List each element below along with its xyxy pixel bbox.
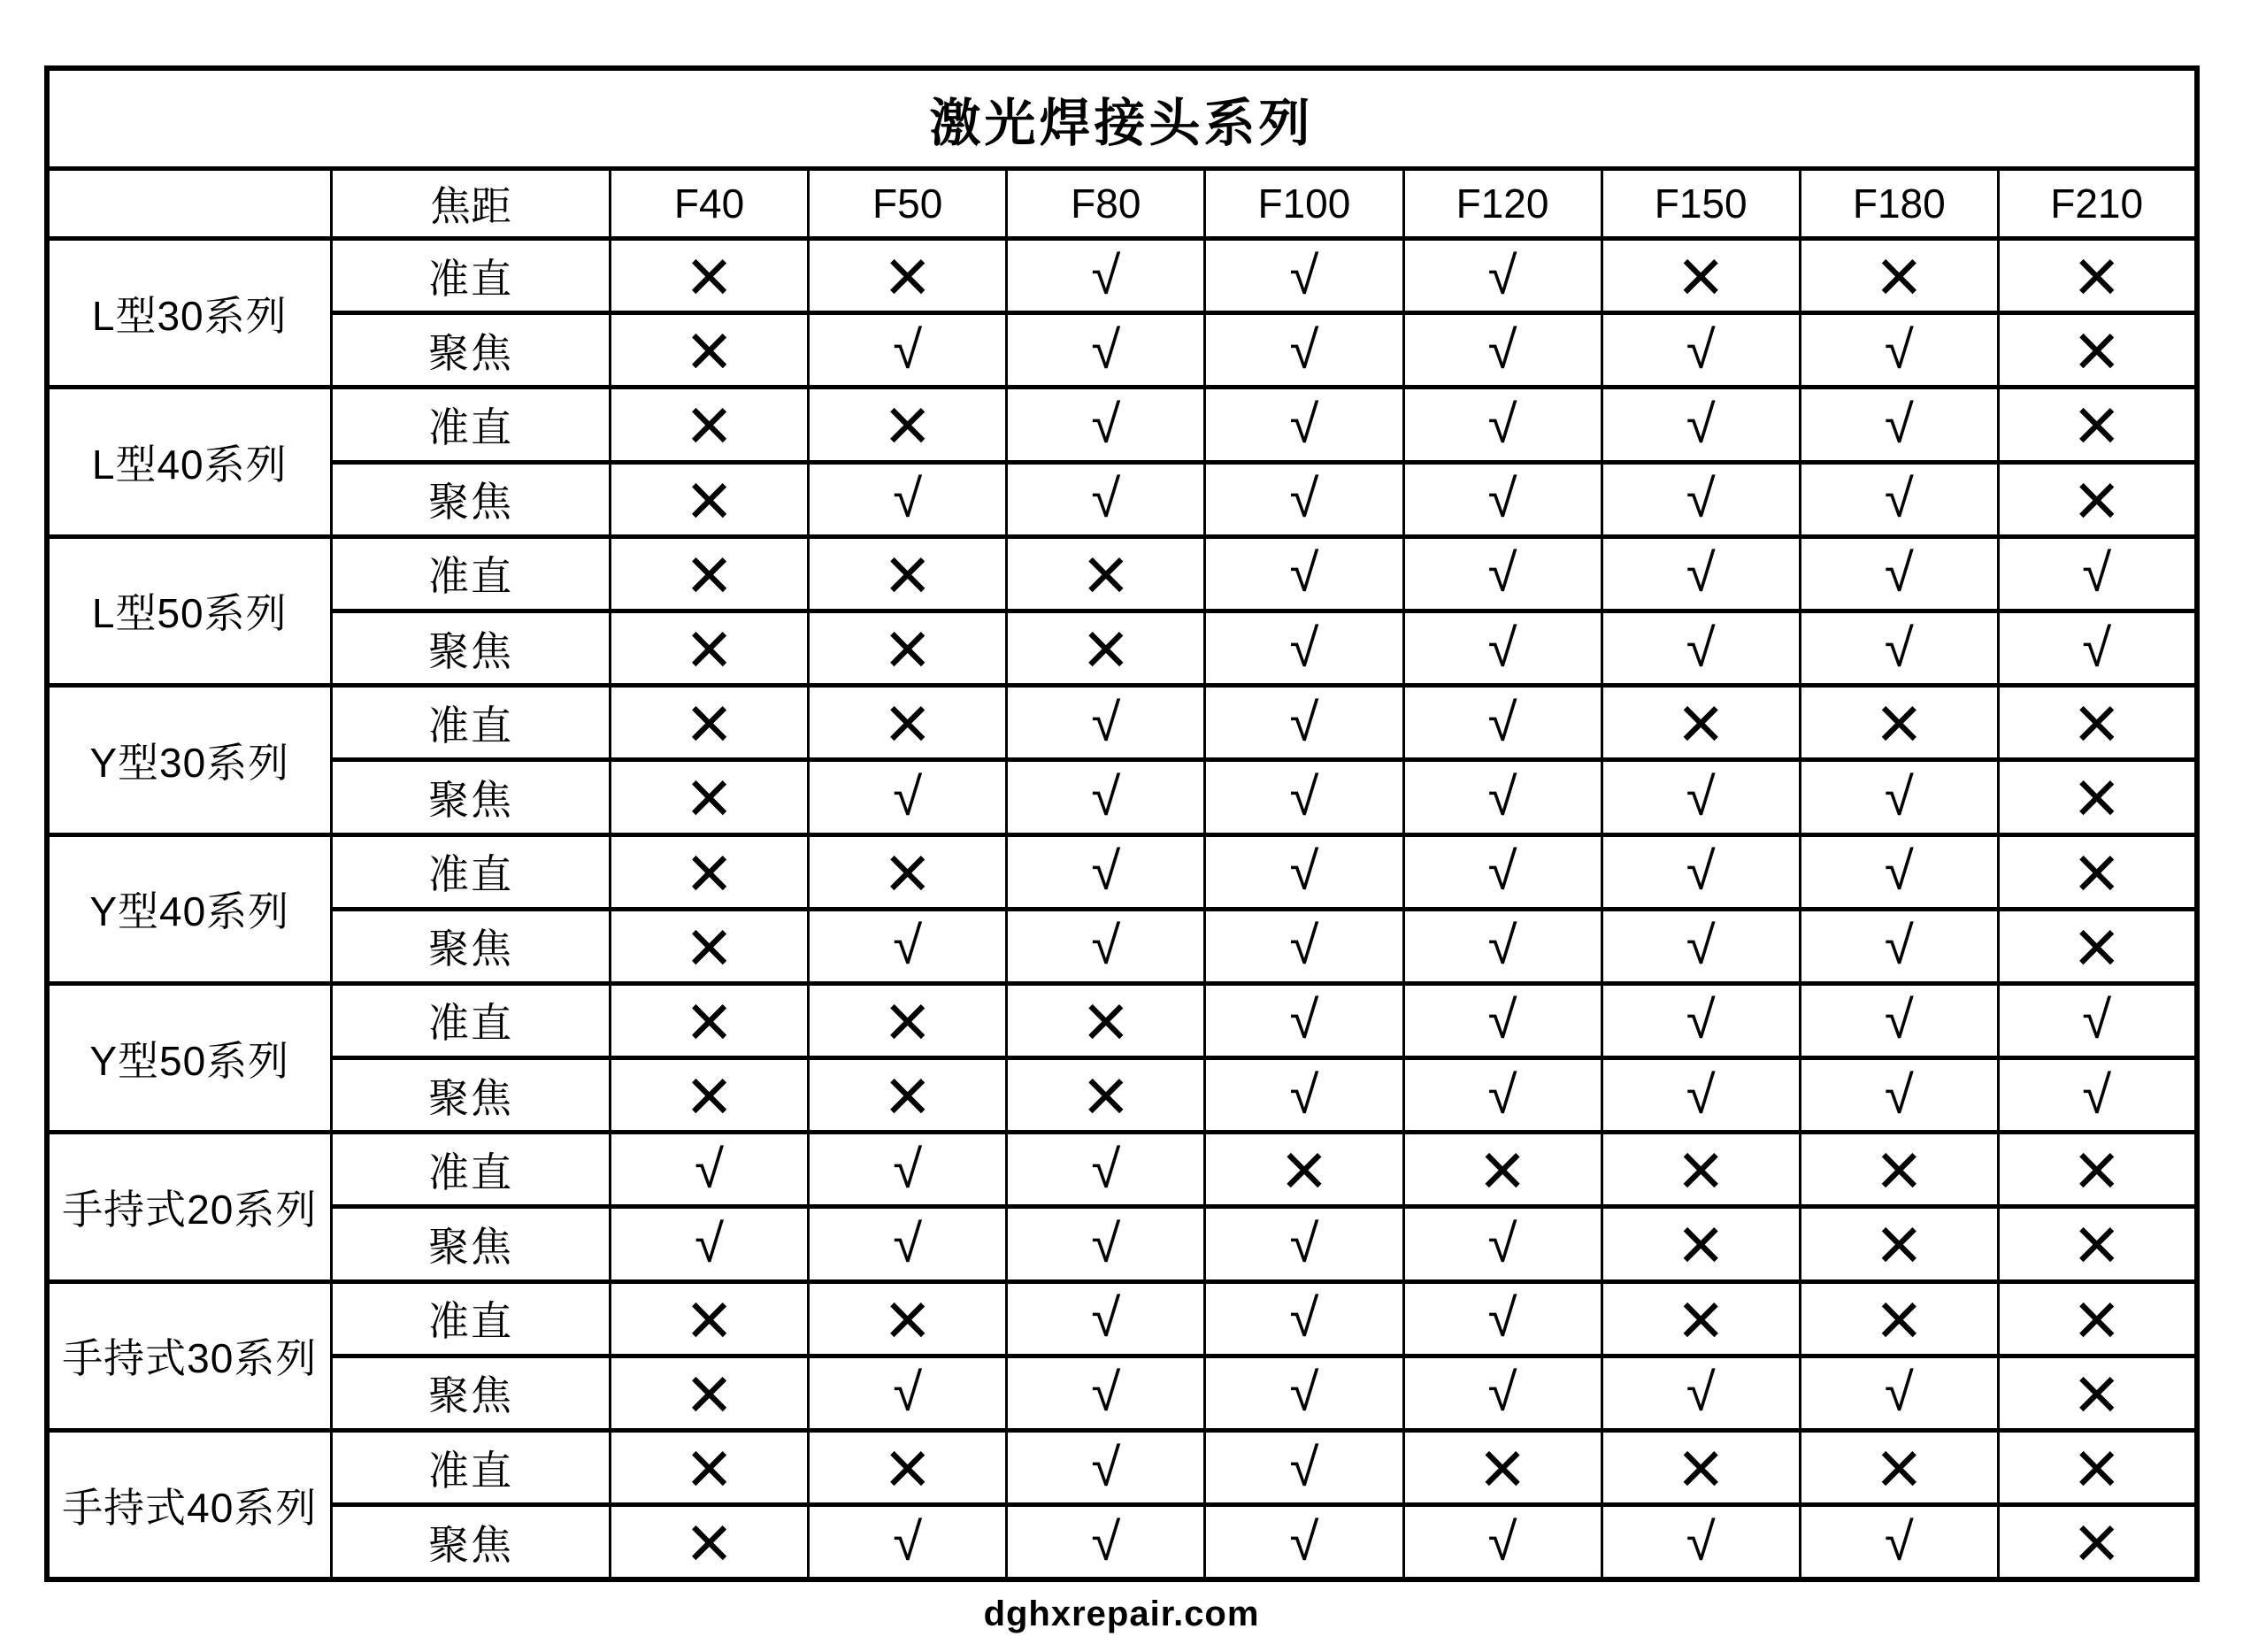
check-mark: √ [1007, 1505, 1205, 1580]
cross-mark: × [611, 760, 809, 834]
check-mark: √ [1800, 834, 1998, 909]
check-mark: √ [1007, 1356, 1205, 1430]
cross-mark: × [1602, 1133, 1800, 1207]
collimation-label-cell: 准直 [332, 388, 611, 462]
column-header-f80: F80 [1007, 169, 1205, 239]
check-mark: √ [1205, 1281, 1403, 1356]
check-mark: √ [1205, 1058, 1403, 1133]
table-row [47, 1133, 2197, 1207]
check-mark: √ [809, 1207, 1007, 1281]
series-name-cell: Y型40系列 [47, 834, 332, 983]
column-header-row [47, 169, 2197, 239]
column-header-f120: F120 [1403, 169, 1602, 239]
cross-mark: × [1800, 1281, 1998, 1356]
column-header-f180: F180 [1800, 169, 1998, 239]
check-mark: √ [1602, 611, 1800, 685]
cross-mark: × [611, 462, 809, 536]
cross-mark: × [1800, 239, 1998, 313]
check-mark: √ [1800, 388, 1998, 462]
cross-mark: × [1800, 1133, 1998, 1207]
check-mark: √ [1800, 909, 1998, 983]
check-mark: √ [1205, 462, 1403, 536]
cross-mark: × [1998, 1431, 2196, 1505]
check-mark: √ [1007, 462, 1205, 536]
cross-mark: × [611, 983, 809, 1057]
collimation-label-cell: 准直 [332, 686, 611, 760]
check-mark: √ [1403, 983, 1602, 1057]
cross-mark: × [1998, 388, 2196, 462]
focus-label-cell: 聚焦 [332, 611, 611, 685]
table-row [47, 536, 2197, 611]
check-mark: √ [1205, 1505, 1403, 1580]
check-mark: √ [1007, 1133, 1205, 1207]
check-mark: √ [1007, 388, 1205, 462]
cross-mark: × [809, 983, 1007, 1057]
check-mark: √ [1205, 1431, 1403, 1505]
check-mark: √ [1007, 686, 1205, 760]
cross-mark: × [611, 1058, 809, 1133]
check-mark: √ [1403, 760, 1602, 834]
column-header-f50: F50 [809, 169, 1007, 239]
cross-mark: × [1007, 1058, 1205, 1133]
table-row [47, 1281, 2197, 1356]
series-name-cell: L型50系列 [47, 536, 332, 685]
column-header-f150: F150 [1602, 169, 1800, 239]
cross-mark: × [611, 239, 809, 313]
check-mark: √ [809, 1505, 1007, 1580]
check-mark: √ [611, 1133, 809, 1207]
check-mark: √ [1602, 834, 1800, 909]
check-mark: √ [1403, 834, 1602, 909]
check-mark: √ [1403, 1058, 1602, 1133]
cross-mark: × [1403, 1133, 1602, 1207]
check-mark: √ [1403, 611, 1602, 685]
check-mark: √ [1205, 388, 1403, 462]
cross-mark: × [611, 388, 809, 462]
series-name-cell: 手持式30系列 [47, 1281, 332, 1430]
cross-mark: × [611, 834, 809, 909]
cross-mark: × [1998, 1505, 2196, 1580]
check-mark: √ [1800, 983, 1998, 1057]
cross-mark: × [1800, 686, 1998, 760]
check-mark: √ [1602, 1505, 1800, 1580]
cross-mark: × [1998, 313, 2196, 388]
check-mark: √ [1800, 760, 1998, 834]
check-mark: √ [1403, 388, 1602, 462]
check-mark: √ [1602, 760, 1800, 834]
check-mark: √ [1205, 239, 1403, 313]
table-row [47, 388, 2197, 462]
table-row [47, 462, 2197, 536]
series-name-cell: L型40系列 [47, 388, 332, 536]
check-mark: √ [1007, 1281, 1205, 1356]
check-mark: √ [1602, 983, 1800, 1057]
check-mark: √ [1205, 760, 1403, 834]
check-mark: √ [1403, 1207, 1602, 1281]
cross-mark: × [1800, 1207, 1998, 1281]
cross-mark: × [809, 834, 1007, 909]
check-mark: √ [1007, 1431, 1205, 1505]
check-mark: √ [1205, 611, 1403, 685]
cross-mark: × [1602, 1207, 1800, 1281]
check-mark: √ [1403, 1505, 1602, 1580]
cross-mark: × [1998, 462, 2196, 536]
check-mark: √ [1403, 909, 1602, 983]
check-mark: √ [1602, 1356, 1800, 1430]
cross-mark: × [809, 1281, 1007, 1356]
cross-mark: × [611, 313, 809, 388]
cross-mark: × [1602, 239, 1800, 313]
table-row [47, 1505, 2197, 1580]
check-mark: √ [809, 462, 1007, 536]
focus-label-cell: 聚焦 [332, 1505, 611, 1580]
check-mark: √ [1998, 983, 2196, 1057]
collimation-label-cell: 准直 [332, 536, 611, 611]
check-mark: √ [1800, 1505, 1998, 1580]
check-mark: √ [1602, 1058, 1800, 1133]
check-mark: √ [1403, 313, 1602, 388]
table-row [47, 686, 2197, 760]
check-mark: √ [809, 909, 1007, 983]
cross-mark: × [1602, 1431, 1800, 1505]
cross-mark: × [1998, 760, 2196, 834]
check-mark: √ [1800, 462, 1998, 536]
column-header-f100: F100 [1205, 169, 1403, 239]
table-row [47, 313, 2197, 388]
cross-mark: × [1998, 1133, 2196, 1207]
focus-label-cell: 聚焦 [332, 462, 611, 536]
collimation-label-cell: 准直 [332, 1133, 611, 1207]
check-mark: √ [1602, 462, 1800, 536]
cross-mark: × [611, 536, 809, 611]
table-row [47, 983, 2197, 1057]
table-row [47, 909, 2197, 983]
series-name-cell: L型30系列 [47, 239, 332, 388]
check-mark: √ [1205, 1356, 1403, 1430]
page [44, 65, 2200, 1652]
focal-length-header: 焦距 [332, 169, 611, 239]
check-mark: √ [1998, 536, 2196, 611]
check-mark: √ [1205, 686, 1403, 760]
check-mark: √ [1007, 760, 1205, 834]
check-mark: √ [1800, 313, 1998, 388]
check-mark: √ [611, 1207, 809, 1281]
check-mark: √ [1007, 313, 1205, 388]
check-mark: √ [809, 760, 1007, 834]
table-row [47, 1431, 2197, 1505]
corner-empty-cell [47, 169, 332, 239]
check-mark: √ [1800, 1058, 1998, 1133]
collimation-label-cell: 准直 [332, 983, 611, 1057]
cross-mark: × [1998, 239, 2196, 313]
check-mark: √ [1205, 1207, 1403, 1281]
check-mark: √ [1403, 686, 1602, 760]
cross-mark: × [809, 388, 1007, 462]
cross-mark: × [1007, 983, 1205, 1057]
cross-mark: × [1007, 611, 1205, 685]
check-mark: √ [1205, 909, 1403, 983]
check-mark: √ [1800, 536, 1998, 611]
focus-label-cell: 聚焦 [332, 1058, 611, 1133]
series-name-cell: 手持式40系列 [47, 1431, 332, 1580]
focus-label-cell: 聚焦 [332, 760, 611, 834]
cross-mark: × [611, 1505, 809, 1580]
check-mark: √ [1403, 1281, 1602, 1356]
table-row [47, 1058, 2197, 1133]
check-mark: √ [1403, 462, 1602, 536]
check-mark: √ [809, 1356, 1007, 1430]
cross-mark: × [1998, 909, 2196, 983]
check-mark: √ [1403, 536, 1602, 611]
series-name-cell: 手持式20系列 [47, 1133, 332, 1281]
check-mark: √ [1602, 388, 1800, 462]
cross-mark: × [809, 1431, 1007, 1505]
check-mark: √ [1800, 1356, 1998, 1430]
check-mark: √ [1007, 909, 1205, 983]
cross-mark: × [611, 611, 809, 685]
collimation-label-cell: 准直 [332, 239, 611, 313]
check-mark: √ [1998, 1058, 2196, 1133]
table-row [47, 239, 2197, 313]
column-header-f210: F210 [1998, 169, 2196, 239]
focus-label-cell: 聚焦 [332, 909, 611, 983]
laser-welding-head-table [44, 65, 2200, 1582]
focus-label-cell: 聚焦 [332, 313, 611, 388]
cross-mark: × [1998, 1207, 2196, 1281]
cross-mark: × [1602, 1281, 1800, 1356]
series-name-cell: Y型50系列 [47, 983, 332, 1132]
check-mark: √ [1205, 983, 1403, 1057]
cross-mark: × [1998, 686, 2196, 760]
check-mark: √ [1007, 239, 1205, 313]
check-mark: √ [1602, 536, 1800, 611]
focus-label-cell: 聚焦 [332, 1207, 611, 1281]
cross-mark: × [1800, 1431, 1998, 1505]
collimation-label-cell: 准直 [332, 1431, 611, 1505]
cross-mark: × [809, 611, 1007, 685]
cross-mark: × [1998, 834, 2196, 909]
table-row [47, 834, 2197, 909]
check-mark: √ [1205, 834, 1403, 909]
check-mark: √ [1403, 239, 1602, 313]
cross-mark: × [611, 1431, 809, 1505]
cross-mark: × [611, 1356, 809, 1430]
cross-mark: × [1998, 1281, 2196, 1356]
check-mark: √ [1007, 834, 1205, 909]
check-mark: √ [1205, 536, 1403, 611]
cross-mark: × [809, 1058, 1007, 1133]
collimation-label-cell: 准直 [332, 834, 611, 909]
cross-mark: × [1602, 686, 1800, 760]
cross-mark: × [809, 536, 1007, 611]
column-header-f40: F40 [611, 169, 809, 239]
check-mark: √ [1998, 611, 2196, 685]
check-mark: √ [1800, 611, 1998, 685]
check-mark: √ [1602, 909, 1800, 983]
table-row [47, 611, 2197, 685]
title-row [47, 68, 2197, 169]
table-title: 激光焊接头系列 [47, 68, 2197, 169]
check-mark: √ [809, 313, 1007, 388]
focus-label-cell: 聚焦 [332, 1356, 611, 1430]
check-mark: √ [1403, 1356, 1602, 1430]
cross-mark: × [809, 239, 1007, 313]
table-row [47, 1356, 2197, 1430]
cross-mark: × [1998, 1356, 2196, 1430]
cross-mark: × [809, 686, 1007, 760]
series-name-cell: Y型30系列 [47, 686, 332, 834]
cross-mark: × [611, 686, 809, 760]
cross-mark: × [611, 1281, 809, 1356]
cross-mark: × [1205, 1133, 1403, 1207]
cross-mark: × [1007, 536, 1205, 611]
collimation-label-cell: 准直 [332, 1281, 611, 1356]
table-row [47, 1207, 2197, 1281]
check-mark: √ [1007, 1207, 1205, 1281]
cross-mark: × [1403, 1431, 1602, 1505]
table-row [47, 760, 2197, 834]
cross-mark: × [611, 909, 809, 983]
check-mark: √ [1602, 313, 1800, 388]
check-mark: √ [1205, 313, 1403, 388]
check-mark: √ [809, 1133, 1007, 1207]
website-footer: dghxrepair.com [983, 1594, 1260, 1634]
